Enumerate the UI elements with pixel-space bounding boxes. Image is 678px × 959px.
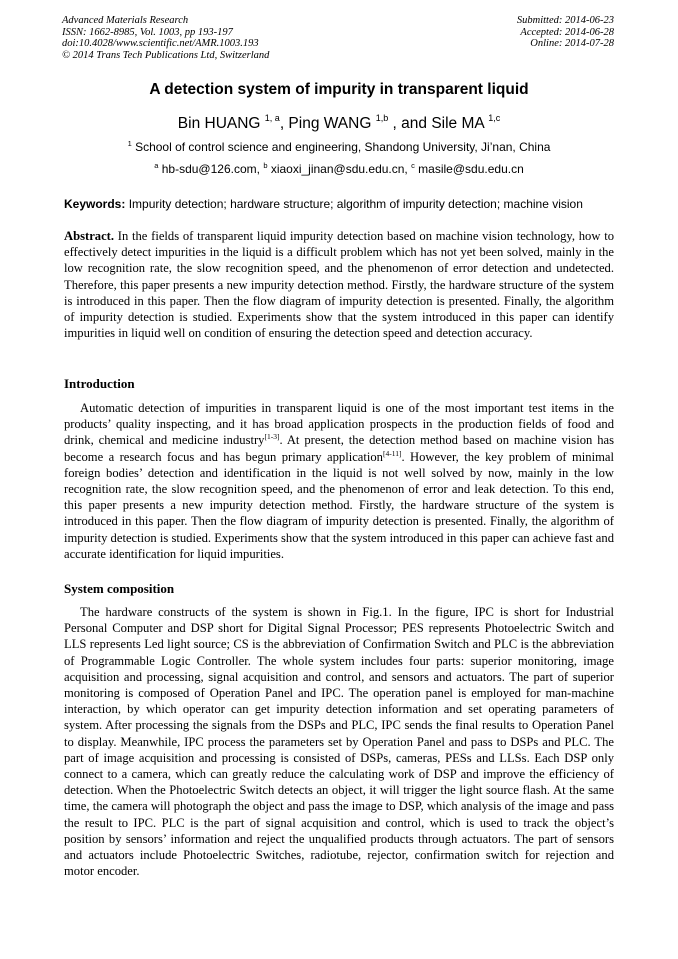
keywords-label: Keywords: [64,197,126,211]
introduction-paragraph [64,400,614,562]
journal-name: Advanced Materials Research [62,15,189,26]
paper-title: A detection system of impurity in transparent liquid [149,81,529,98]
journal-copyright: © 2014 Trans Tech Publications Ltd, Switzerland [62,49,270,61]
journal-issn: ISSN: 1662-8985, Vol. 1003, pp 193-197 [62,26,233,38]
author-2: , Ping WANG [279,115,376,132]
email-a: hb-sdu@126.com, [158,162,264,176]
section-heading-system-composition: System composition [64,581,175,596]
author-1: Bin HUANG [177,115,265,132]
email-b: xiaoxi_jinan@sdu.edu.cn, [267,162,412,176]
keywords-text: Impurity detection; hardware structure; algorithm of impurity detection; machine vision [125,197,583,211]
email-c-sup: c [411,161,415,170]
abstract [64,228,614,341]
email-a-sup: a [154,161,159,170]
date-accepted: Accepted: 2014-06-28 [520,26,614,38]
author-emails [0,161,678,176]
system-composition-paragraph: The hardware constructs of the system is shown in Fig.1. In the figure, IPC is short for Industrial Personal Computer and DSP short for Digital Signal Processor; PES represents Photoelectric Switch and LLS represents Led light source; CS is the abbreviation of Confirmation Switch and PLC is the abbreviation of Programmable Logic Controller. The whole system includes four parts: superior monitoring, image acquisition and processing, signal acquisition and control, and sensors and actuators. The part of superior monitoring is composed of Operation Panel and IPC. The operation panel is employed for man-machine interaction, by which operator can get impurity detection information and set operating parameters of system. After processing the signals from the DSPs and PLC, IPC sends the final results to Operation Panel to display. Meanwhile, IPC process the parameters set by Operation Panel and pass to DSPs and PLC. The part of image acquisition and processing is consisted of DSPs, cameras, PESs and LLSs. Each DSP only connect to a camera, which can greatly reduce the calculating work of DSP and improve the efficiency of detection. When the Photoelectric Switch detects an object, it will trigger the light source flash. At the same time, the camera will photograph the object and pass the image to DSP, which analysis of the image and pass the result to IPC. PLC is the part of signal acquisition and control, which is used to track the object’s position by sensors’ information and reject the unqualified products through actuators. The part of sensors and actuators include Photoelectric Switches, radiotube, rejector, confirmation switch for rejection and motor encoder. [64,605,614,879]
affiliation-text: School of control science and engineering, Shandong University, Ji’nan, China [131,140,551,154]
author-1-sup: 1, a [264,113,280,123]
abstract-text: In the fields of transparent liquid impurity detection based on machine vision technology, how to effectively detect impurities in the liquid is a difficult problem which has not yet been solved, mainly in the low recognition rate, the slow recognition speed, and the phenomenon of error detection and undetected. Therefore, this paper presents a new impurity detection method. Firstly, the hardware structure of the system is introduced in this paper. Then the flow diagram of impurity detection is presented. Finally, the algorithm of impurity detection is studied. Experiments show that the system introduced in this paper can identify impurities in liquid well on condition of ensuring the detection speed and detection accuracy. [64,229,614,341]
journal-doi: doi:10.4028/www.scientific.net/AMR.1003.193 [62,38,259,50]
email-c: masile@sdu.edu.cn [414,162,524,176]
author-list [0,113,678,133]
date-submitted: Submitted: 2014-06-23 [516,15,614,26]
submission-dates [517,15,614,50]
affiliation-sup: 1 [127,139,132,148]
keywords [64,197,614,211]
section-heading-introduction: Introduction [64,376,135,391]
journal-info [62,15,269,61]
abstract-label: Abstract. [64,229,115,243]
affiliation [0,139,678,154]
author-2-sup: 1,b [375,113,389,123]
email-b-sup: b [263,161,268,170]
date-online: Online: 2014-07-28 [530,38,614,50]
intro-text-1: Automatic detection of impurities in transparent liquid is one of the most important test items in the products’ quality inspecting, and it has broad application prospects in the production fields of food and drink, chemical and medicine industry [64,401,614,448]
author-3-sup: 1,c [488,113,501,123]
intro-text-2: . At present, the detection method based on machine vision has become a research focus and has begun primary application [64,433,614,464]
citation-4-11: [4-11] [382,448,402,458]
intro-text-3: . However, the key problem of minimal foreign bodies’ detection and identification in the liquid is not well solved by now, mainly in the low recognition rate, the slow recognition speed, and the phenomenon of error and leak detection. To this end, this paper presents a new impurity detection method. Firstly, the hardware structure of the system is introduced in this paper. Then the flow diagram of impurity detection is presented. Finally, the algorithm of impurity detection is studied. Experiments show that the system introduced in this paper can achieve fast and accurate identification for liquid impurities. [64,449,614,561]
author-3: , and Sile MA [388,115,489,132]
citation-1-3: [1-3] [264,432,280,442]
